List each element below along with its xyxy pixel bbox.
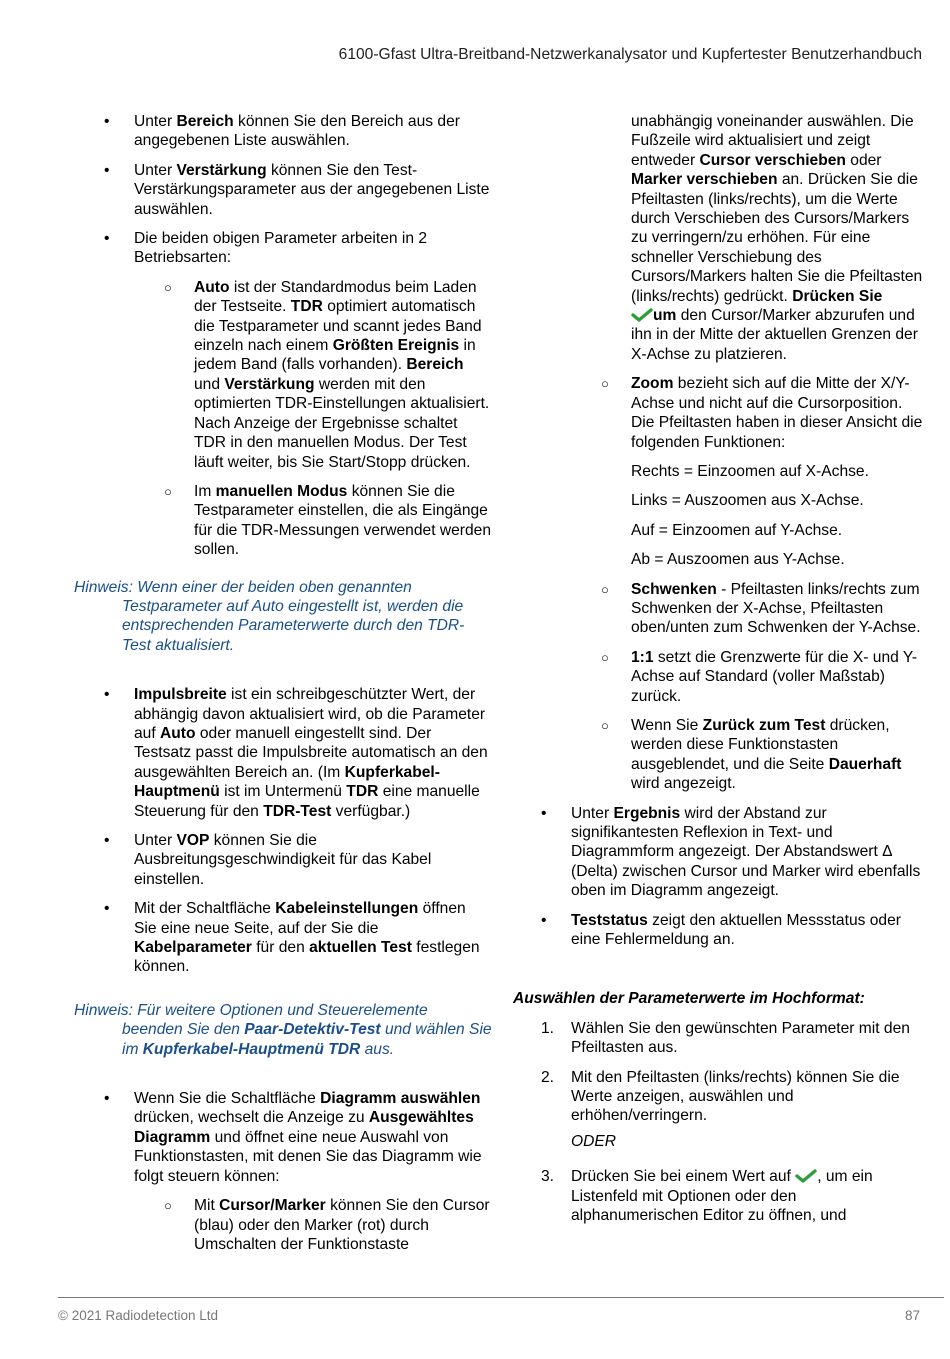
sub-item-cursor-marker <box>76 1196 492 1254</box>
bold-text: Cursor <box>219 1197 271 1215</box>
text: den Cursor/Marker abzurufen und ihn in der Mitte der aktuellen Grenzen der X-Achse zu platzieren. <box>631 307 918 363</box>
text: eine manuelle Steuerung für den <box>134 783 480 820</box>
text: Mit den Pfeiltasten (links/rechts) können Sie die Werte anzeigen, auswählen und erhöhen/verringern. <box>571 1068 900 1125</box>
bold-text: Diagramm auswählen <box>320 1090 481 1108</box>
text: und wählen Sie im <box>122 1021 492 1058</box>
bullet: • <box>104 900 110 918</box>
text: und öffnet eine neue Auswahl von Funktionstasten, mit denen Sie das Diagramm wie folgt steuern können: <box>134 1128 482 1185</box>
bullet: • <box>104 161 110 179</box>
right-column <box>513 112 923 1236</box>
bold-text: Kupferkabel-Hauptmenü <box>134 763 440 801</box>
text: wird angezeigt. <box>631 775 736 793</box>
step-number: 3. <box>541 1168 555 1186</box>
text: können Sie die Testparameter einstellen, die als Eingänge für die TDR-Messungen verwendet werden sollen. <box>194 482 492 559</box>
bold-text: TDR <box>346 783 379 801</box>
left-column <box>76 112 492 1264</box>
bullet: • <box>541 804 547 822</box>
bold-text: Schwenken <box>631 580 717 598</box>
bold-text: Impulsbreite <box>134 686 227 704</box>
text: werden mit den optimierten TDR-Einstellungen aktualisiert. Nach Anzeige der Ergebnisse schaltet TDR in den manuellen Modus. Der Test läuft weiter, bis Sie Start/Stopp drücken. <box>194 375 490 471</box>
oder-text: ODER <box>571 1132 617 1150</box>
bullet: • <box>104 686 110 704</box>
bold-text: TDR-Test <box>263 802 332 820</box>
page-header: 6100-Gfast Ultra-Breitband-Netzwerkanalysator und Kupfertester Benutzerhandbuch <box>338 46 922 63</box>
footer-copyright: © 2021 Radiodetection Ltd <box>58 1308 219 1323</box>
text: aus. <box>360 1040 395 1058</box>
bold-text: Zoom <box>631 375 674 393</box>
list-item-vop <box>76 831 492 889</box>
bold-text: 1:1 <box>631 648 654 666</box>
text: setzt die Grenzwerte für die X- und Y-Achse auf Standard (voller Maßstab) zurück. <box>631 648 918 705</box>
note-text <box>76 1020 492 1059</box>
bold-text: Verstärkung <box>176 161 267 179</box>
circle-bullet: ○ <box>164 1198 172 1214</box>
bold-text: Bereich <box>176 113 234 130</box>
text: Im <box>194 482 216 500</box>
list-item-impulsbreite <box>76 685 492 821</box>
bold-text: Größten Ereignis <box>332 337 460 355</box>
list-item-teststatus <box>513 911 923 950</box>
note-optionen <box>76 1001 492 1059</box>
circle-bullet: ○ <box>601 717 609 733</box>
text: beenden Sie den <box>122 1021 245 1039</box>
text: Mit <box>194 1197 220 1215</box>
section-subheading: Auswählen der Parameterwerte im Hochformat: <box>513 990 865 1008</box>
bullet: • <box>541 911 547 929</box>
bold-text: TDR <box>290 298 323 316</box>
sub-item-schwenken <box>513 580 923 638</box>
bold-text: Auto <box>160 724 196 742</box>
bold-text: Verstärkung <box>224 375 315 393</box>
text: Unter <box>134 832 177 849</box>
circle-bullet: ○ <box>164 483 172 499</box>
bold-text: um <box>653 307 677 325</box>
text: drücken, werden diese Funktionstasten ausgeblendet, und die Seite <box>631 716 890 773</box>
text: zeigt den aktuellen Messstatus oder eine Fehlermeldung an. <box>571 911 901 949</box>
zoom-line-links: Links = Auszoomen aus X-Achse. <box>631 492 864 510</box>
text: Unter <box>134 161 177 179</box>
bold-text: Ergebnis <box>613 804 681 822</box>
bold-text: Auto <box>194 278 230 296</box>
text: bezieht sich auf die Mitte der X/Y-Achse und nicht auf die Cursorposition. Die Pfeiltasten haben in dieser Ansicht die folgenden Funktionen: <box>631 375 923 451</box>
step-number: 2. <box>541 1068 555 1086</box>
bold-text: Drücken Sie <box>792 287 883 305</box>
list-item-verstaerkung <box>76 161 492 219</box>
bold-text: Marker <box>274 1197 326 1215</box>
text: Die beiden obigen Parameter arbeiten in 2 Betriebsarten: <box>134 230 428 267</box>
sub-item-manual <box>76 482 492 560</box>
text: ist der Standardmodus beim Laden der Testseite. <box>194 278 477 316</box>
list-item-kabeleinstellungen <box>76 899 492 977</box>
zoom-line-auf: Auf = Einzoomen auf Y-Achse. <box>631 521 843 539</box>
bold-text: / <box>270 1197 275 1215</box>
text: für den <box>251 939 310 957</box>
bold-text: Paar-Detektiv-Test <box>244 1021 381 1039</box>
list-item-ergebnis <box>513 804 923 901</box>
bold-text: Kupferkabel-Hauptmenü TDR <box>142 1040 361 1058</box>
text: festlegen können. <box>134 939 480 976</box>
text: können Sie die Ausbreitungsgeschwindigkeit für das Kabel einstellen. <box>134 832 432 888</box>
bullet: • <box>104 230 110 248</box>
text: - Pfeiltasten links/rechts zum Schwenken der X-Achse, Pfeiltasten oben/unten zum Schwenken der Y-Achse. <box>631 580 921 637</box>
step-3 <box>513 1167 923 1225</box>
bullet: • <box>104 1090 110 1108</box>
text: wird der Abstand zur signifikantesten Reflexion in Text- und Diagrammform angezeigt. Der Abstandswert Δ (Delta) zwischen Cursor und Marker wird ebenfalls oben im Diagramm angezeigt. <box>571 804 921 900</box>
list-item-betriebsarten <box>76 229 492 268</box>
text: , um ein Listenfeld mit Optionen oder den alphanumerischen Editor zu öffnen, und <box>571 1168 873 1225</box>
text: ist im Untermenü <box>219 783 347 801</box>
text: in jedem Band (falls vorhanden). <box>194 337 476 374</box>
text: Wenn Sie <box>631 716 703 734</box>
circle-bullet: ○ <box>164 279 172 295</box>
footer-divider <box>58 1297 944 1298</box>
sub-item-auto <box>76 278 492 472</box>
text: ist ein schreibgeschützter Wert, der abhängig davon aktualisiert wird, ob die Parameter auf <box>134 686 486 742</box>
bold-text: Dauerhaft <box>828 755 902 773</box>
list-item-bereich <box>76 112 492 151</box>
text: unabhängig voneinander auswählen. Die Fußzeile wird aktualisiert und zeigt entweder <box>631 113 914 169</box>
text: Unter <box>571 804 614 822</box>
sub-item-zoom <box>513 374 923 452</box>
bold-text: Cursor verschieben <box>699 151 846 169</box>
text: Mit der Schaltfläche <box>134 900 276 918</box>
check-icon <box>631 308 653 322</box>
bold-text: aktuellen Test <box>309 939 412 957</box>
bold-text: Marker verschieben <box>631 171 778 189</box>
bold-text: Kabeleinstellungen <box>275 900 419 918</box>
text: drücken, wechselt die Anzeige zu <box>134 1109 369 1127</box>
text: oder manuell eingestellt sind. Der Testsatz passt die Impulsbreite automatisch an den ausgewählten Bereich an. (Im <box>134 724 488 781</box>
step-2 <box>513 1068 923 1126</box>
circle-bullet: ○ <box>601 649 609 665</box>
check-icon <box>795 1169 817 1183</box>
cursor-marker-continued <box>513 112 923 364</box>
text: und <box>194 375 225 393</box>
text: können Sie den Cursor (blau) oder den Marker (rot) durch Umschalten der Funktionstaste <box>194 1197 490 1253</box>
text: Unter <box>134 113 177 130</box>
bold-text: manuellen Modus <box>215 482 348 500</box>
text: können Sie den Test-Verstärkungsparameter aus der angegebenen Liste auswählen. <box>134 161 490 218</box>
step-1 <box>513 1019 923 1058</box>
sub-item-zurueck <box>513 716 923 794</box>
step-number: 1. <box>541 1019 555 1037</box>
bold-text: Ausgewähltes Diagramm <box>134 1109 474 1146</box>
list-item-diagramm <box>76 1089 492 1186</box>
bold-text: Kabelparameter <box>134 939 252 957</box>
text: oder <box>845 151 882 169</box>
circle-bullet: ○ <box>601 581 609 597</box>
circle-bullet: ○ <box>601 376 609 392</box>
text: Wählen Sie den gewünschten Parameter mit den Pfeiltasten aus. <box>571 1019 910 1057</box>
bold-text: VOP <box>176 832 210 849</box>
bold-text: Bereich <box>406 356 464 374</box>
zoom-line-rechts: Rechts = Einzoomen auf X-Achse. <box>631 462 869 480</box>
sub-item-1to1 <box>513 648 923 706</box>
bold-text: Zurück zum Test <box>702 716 826 734</box>
text: können Sie den Bereich aus der angegebenen Liste auswählen. <box>134 113 460 150</box>
bullet: • <box>104 113 110 130</box>
text: verfügbar.) <box>331 802 411 820</box>
text: öffnen Sie eine neue Seite, auf der Sie die <box>134 900 466 937</box>
note-first-line: Hinweis: Für weitere Optionen und Steuerelemente <box>74 1001 428 1019</box>
text: Drücken Sie bei einem Wert auf <box>571 1168 796 1186</box>
note-first-line: Hinweis: Wenn einer der beiden oben genannten <box>74 578 412 596</box>
text: Wenn Sie die Schaltfläche <box>134 1090 321 1108</box>
note-auto <box>76 578 492 656</box>
page-number: 87 <box>904 1308 920 1323</box>
text: an. Drücken Sie die Pfeiltasten (links/rechts), um die Werte durch Verschieben des Cursors/Markers zu verringern/zu erhöhen. Für eine schneller Verschiebung des Cursors/Markers halten Sie die Pfeiltasten (links/rechts) gedrückt. <box>631 171 923 305</box>
zoom-line-ab: Ab = Auszoomen aus Y-Achse. <box>631 551 845 569</box>
bullet: • <box>104 832 110 849</box>
note-text: Testparameter auf Auto eingestellt ist, werden die entsprechenden Parameterwerte durch den TDR-Test aktualisiert. <box>122 597 465 654</box>
text: optimiert automatisch die Testparameter und scannt jedes Band einzeln nach einem <box>194 298 482 355</box>
bold-text: Teststatus <box>571 911 648 929</box>
